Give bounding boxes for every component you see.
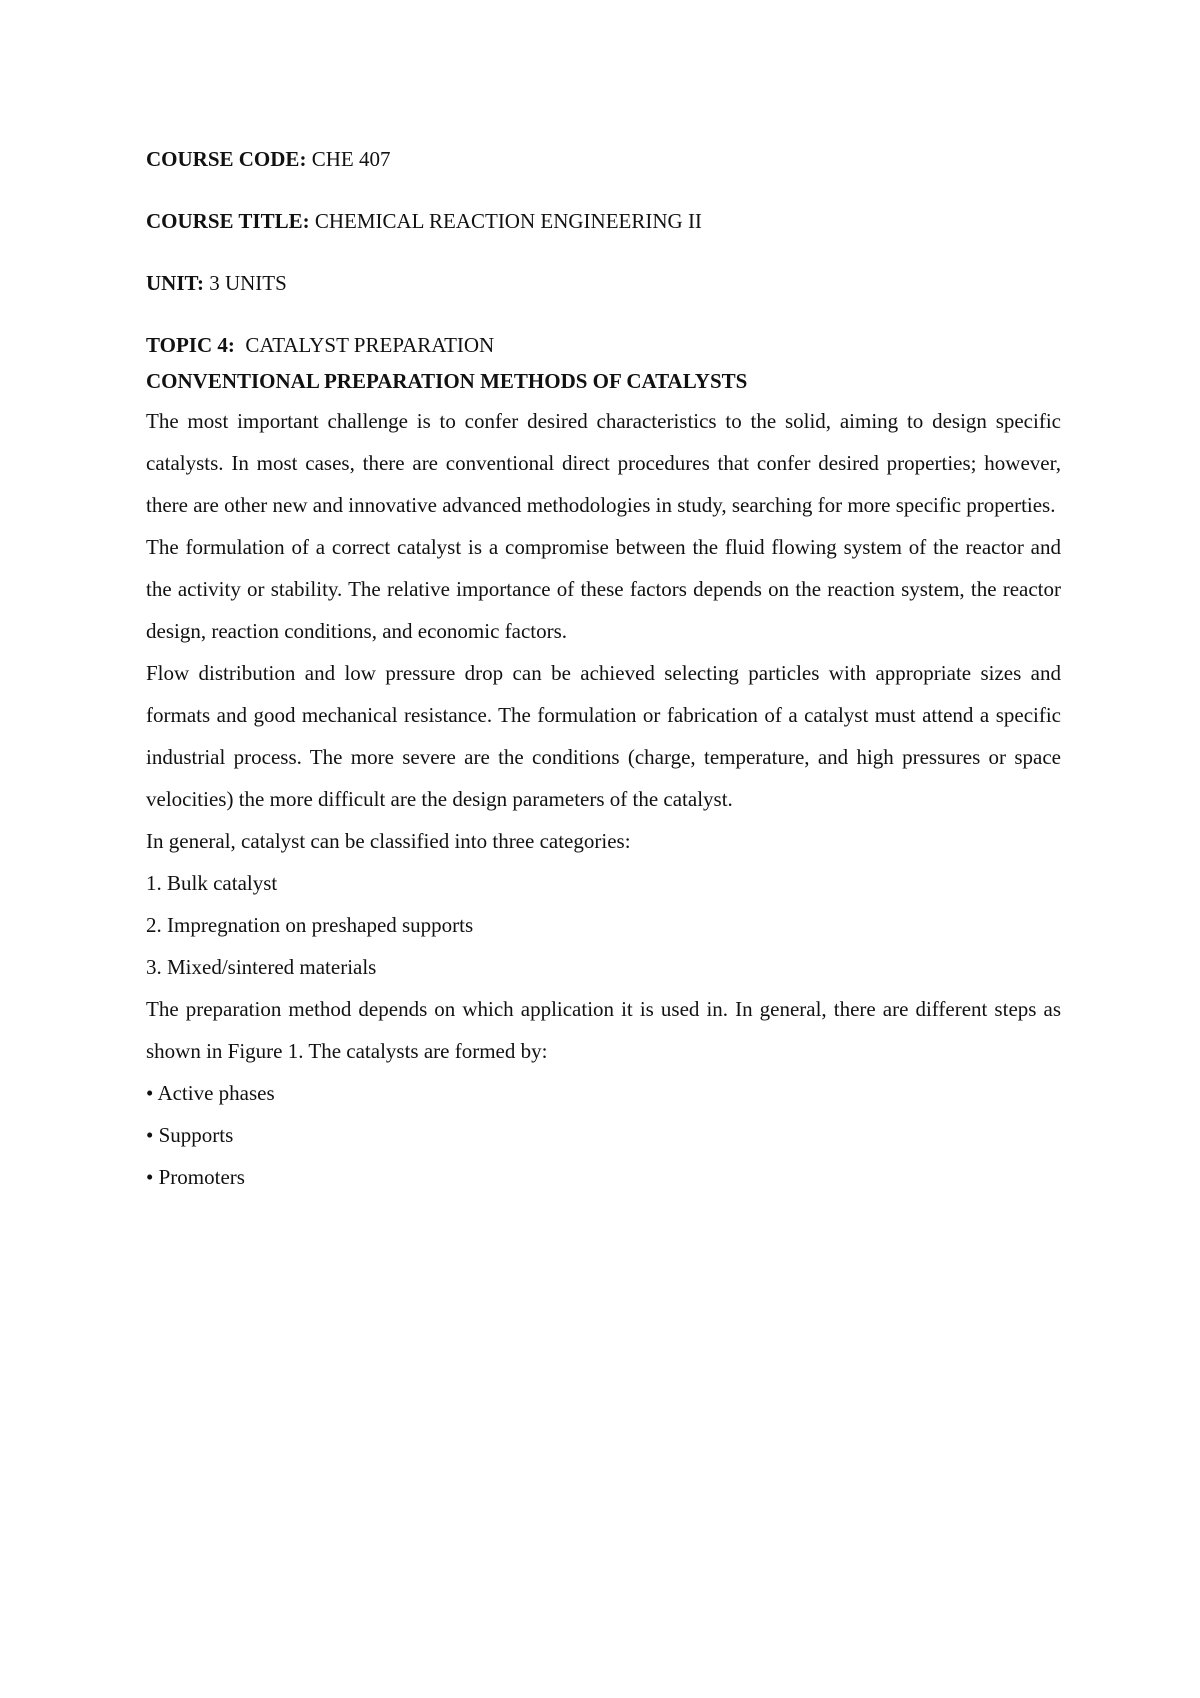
paragraph: The preparation method depends on which application it is used in. In general, there are different steps as shown in Figure 1. The catalysts are formed by: <box>146 997 1061 1063</box>
topic-value: CATALYST PREPARATION <box>245 333 495 357</box>
course-code-line <box>146 146 1061 172</box>
component-item: • Active phases <box>146 1081 275 1105</box>
unit-value: 3 UNITS <box>209 271 287 295</box>
course-code-label: COURSE CODE: <box>146 147 307 171</box>
paragraph: The formulation of a correct catalyst is a compromise between the fluid flowing system of the reactor and the activity or stability. The relative importance of these factors depends on the reaction system, the reactor design, reaction conditions, and economic factors. <box>146 535 1061 643</box>
paragraph: In general, catalyst can be classified into three categories: <box>146 829 631 853</box>
category-item: 2. Impregnation on preshaped supports <box>146 913 474 937</box>
paragraph: The most important challenge is to confer desired characteristics to the solid, aiming to design specific catalysts. In most cases, there are conventional direct procedures that confer desired properties; however, there are other new and innovative advanced methodologies in study, searching for more specific properties. <box>146 409 1061 517</box>
paragraph: Flow distribution and low pressure drop can be achieved selecting particles with appropriate sizes and formats and good mechanical resistance. The formulation or fabrication of a catalyst must attend a specific industrial process. The more severe are the conditions (charge, temperature, and high pressures or space velocities) the more difficult are the design parameters of the catalyst. <box>146 661 1061 811</box>
topic-label: TOPIC 4: <box>146 333 235 357</box>
document-content <box>146 146 1061 1198</box>
component-item: • Promoters <box>146 1165 245 1189</box>
course-title-label: COURSE TITLE: <box>146 209 310 233</box>
unit-line <box>146 270 1061 296</box>
course-title-value: CHEMICAL REACTION ENGINEERING II <box>314 209 702 233</box>
unit-label: UNIT: <box>146 271 204 295</box>
course-code-value: CHE 407 <box>311 147 391 171</box>
category-item: 3. Mixed/sintered materials <box>146 955 377 979</box>
category-item: 1. Bulk catalyst <box>146 871 278 895</box>
section-heading: CONVENTIONAL PREPARATION METHODS OF CATALYSTS <box>146 369 748 393</box>
topic-line <box>146 332 1061 358</box>
component-item: • Supports <box>146 1123 234 1147</box>
course-title-line <box>146 208 1061 234</box>
